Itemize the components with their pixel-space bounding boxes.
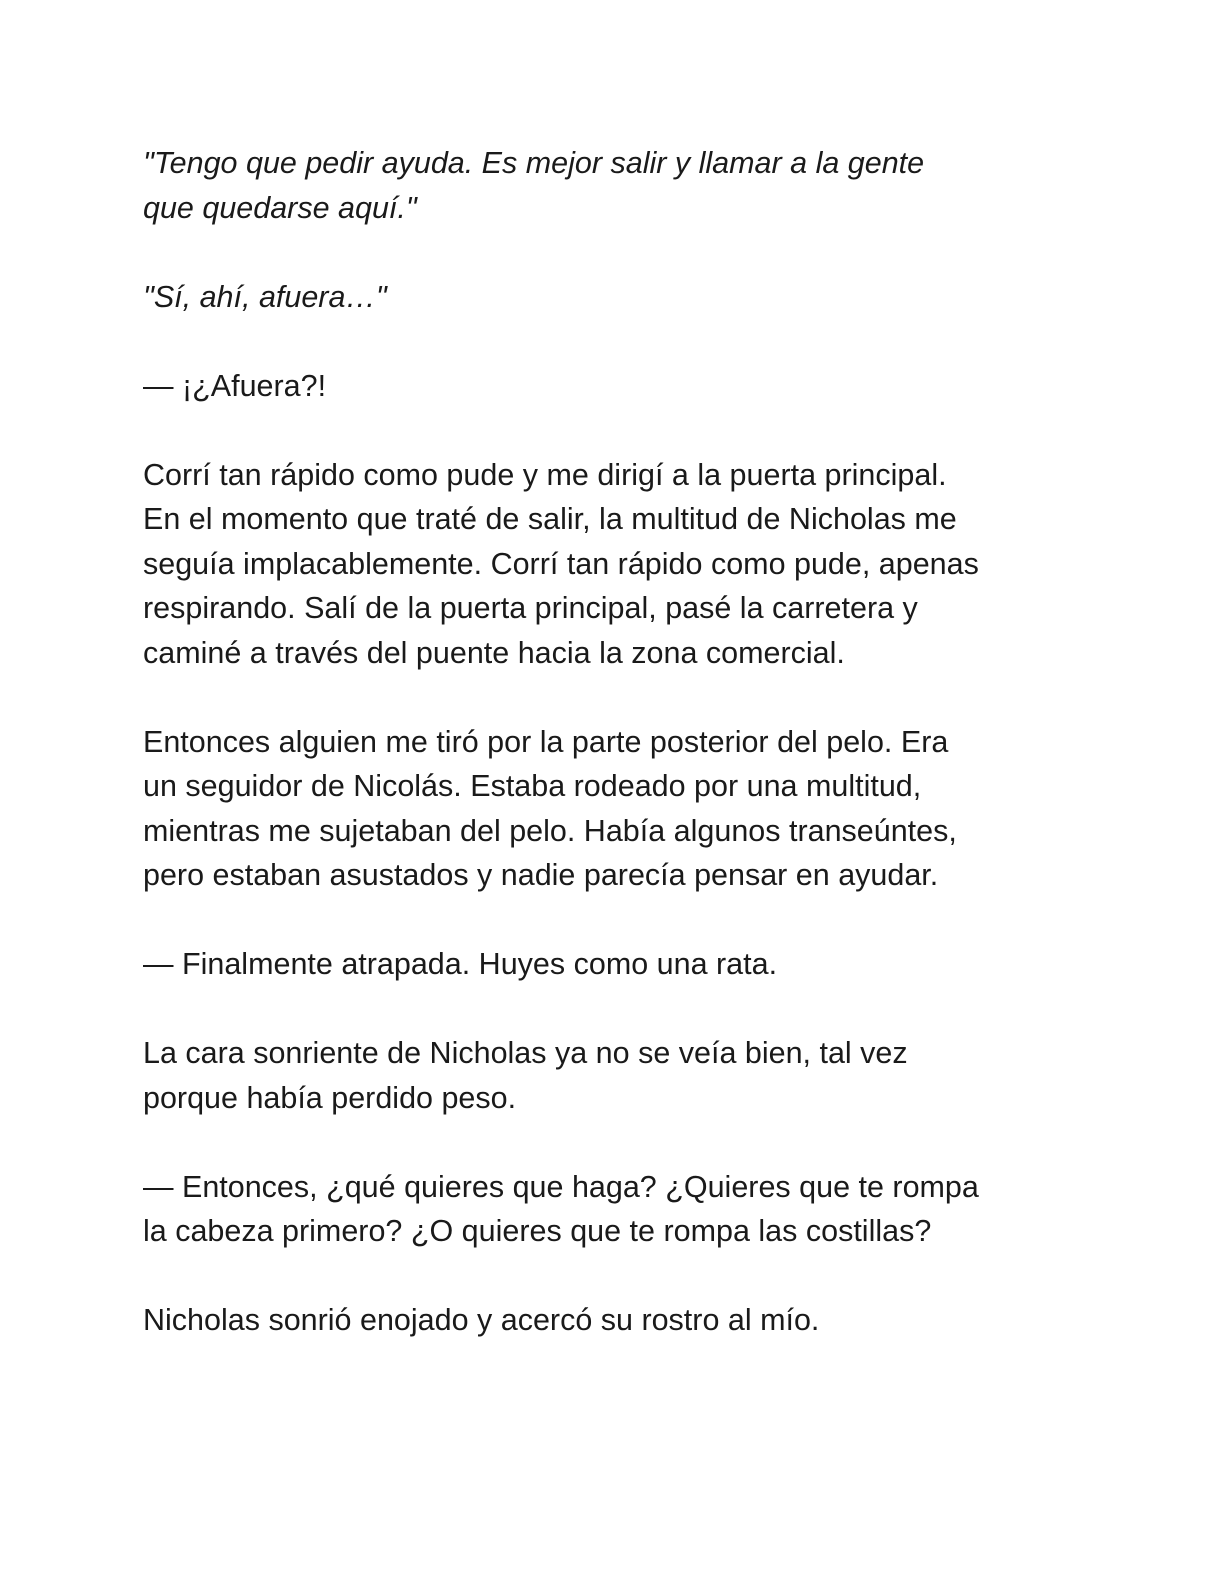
text-line: caminé a través del puente hacia la zona comercial. [143,635,845,670]
text-line: — ¡¿Afuera?! [143,368,327,403]
text-line: Corrí tan rápido como pude y me dirigí a la puerta principal. [143,457,947,492]
text-line: Nicholas sonrió enojado y acercó su rostro al mío. [143,1303,820,1337]
text-line: respirando. Salí de la puerta principal, pasé la carretera y [143,591,918,625]
paragraph-thought-1 [143,141,1083,230]
text-line: — Finalmente atrapada. Huyes como una rata. [143,947,778,981]
paragraph-narration-1 [143,453,1083,676]
text-line: "Tengo que pedir ayuda. Es mejor salir y llamar a la gente [143,146,925,180]
text-line: mientras me sujetaban del pelo. Había algunos transeúntes, [143,813,957,848]
paragraph-narration-3 [143,1031,1083,1120]
text-line: "Sí, ahí, afuera…" [143,279,387,314]
text-line: Entonces alguien me tiró por la parte posterior del pelo. Era [143,724,949,759]
text-line: la cabeza primero? ¿O quieres que te rompa las costillas? [143,1214,932,1248]
paragraph-dialogue-2 [143,942,1083,987]
text-line: pero estaban asustados y nadie parecía pensar en ayudar. [143,858,939,892]
paragraph-narration-4 [143,1298,1083,1343]
paragraph-narration-2 [143,720,1083,898]
text-line: — Entonces, ¿qué quieres que haga? ¿Quieres que te rompa [143,1169,979,1204]
text-line: un seguidor de Nicolás. Estaba rodeado por una multitud, [143,769,922,803]
text-line: seguía implacablemente. Corrí tan rápido como pude, apenas [143,546,979,581]
paragraph-dialogue-3 [143,1165,1083,1254]
paragraph-dialogue-1 [143,364,1083,409]
text-line: que quedarse aquí." [143,190,417,225]
paragraph-thought-2 [143,275,1083,320]
document-page [143,141,1083,1387]
text-line: En el momento que traté de salir, la multitud de Nicholas me [143,502,957,536]
text-line: porque había perdido peso. [143,1080,517,1115]
text-line: La cara sonriente de Nicholas ya no se veía bien, tal vez [143,1036,908,1070]
